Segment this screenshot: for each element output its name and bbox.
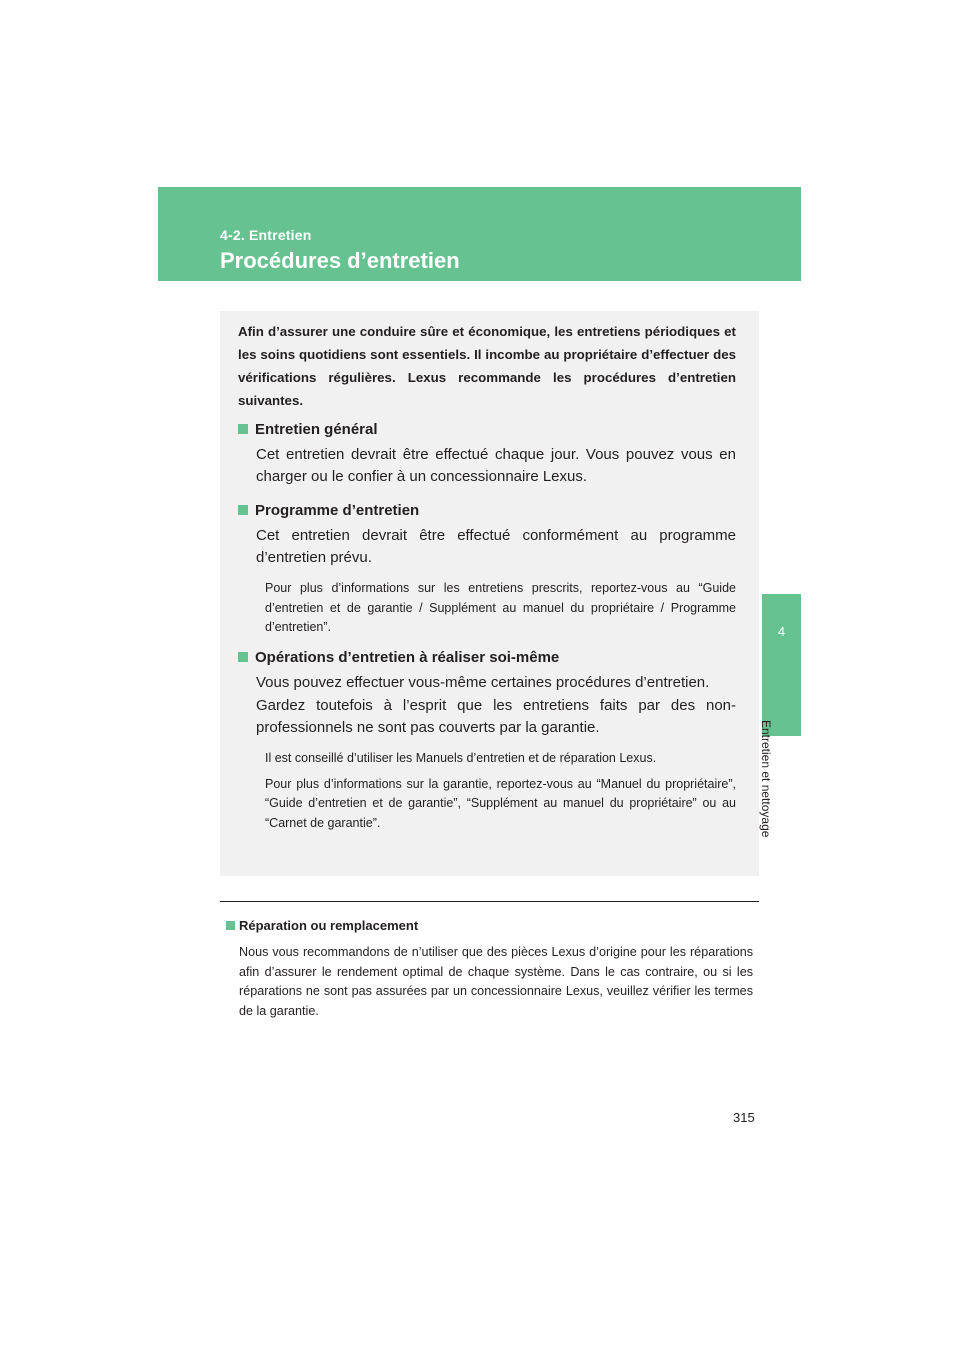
intro-text: Afin d’assurer une conduire sûre et économique, les entretiens périodiques et les soins quotidiens sont essentiels. Il incombe au propriétaire d’effectuer des vérifications régulières. Lexus recommande les procédures d’entretien suivantes. (238, 324, 736, 408)
section-heading (238, 648, 738, 668)
section-schedule (238, 501, 738, 638)
section-heading (238, 420, 738, 440)
square-bullet-icon (238, 505, 248, 515)
section-note: Pour plus d’informations sur les entretiens prescrits, reportez-vous au “Guide d’entretien et de garantie / Supplément au manuel du propriétaire / Programme d’entretien”. (265, 581, 736, 634)
section-heading (238, 501, 738, 521)
section-note-2: Pour plus d’informations sur la garantie, reportez-vous au “Manuel du propriétaire”, “Guide d’entretien et de garantie”, “Supplément au manuel du propriétaire” ou au “Carnet de garantie”. (265, 776, 736, 830)
summary-box (220, 311, 759, 876)
repair-body: Nous vous recommandons de n’utiliser que des pièces Lexus d’origine pour les réparations afin d’assurer le rendement optimal de chaque système. Dans le cas contraire, ou si les réparations ne sont pas assurées par un concessionnaire Lexus, veuillez vérifier les termes de la garantie. (239, 945, 753, 1018)
section-body-2: Gardez toutefois à l’esprit que les entretiens faits par des non-professionnels ne sont pas couverts par la garantie. (256, 697, 736, 736)
square-bullet-icon (226, 921, 235, 930)
repair-heading-text: Réparation ou remplacement (239, 918, 419, 933)
section-note: Il est conseillé d’utiliser les Manuels d’entretien et de réparation Lexus. (265, 751, 657, 765)
repair-heading (226, 918, 418, 933)
chapter-tab (762, 594, 801, 736)
section-body: Cet entretien devrait être effectué conformément au programme d’entretien prévu. (256, 527, 736, 566)
square-bullet-icon (238, 424, 248, 434)
chapter-side-label (759, 720, 787, 880)
section-body: Vous pouvez effectuer vous-même certaines procédures d’entretien. (256, 674, 710, 691)
section-heading-text: Opérations d’entretien à réaliser soi-même (255, 649, 560, 666)
section-body: Cet entretien devrait être effectué chaque jour. Vous pouvez vous en charger ou le confier à un concessionnaire Lexus. (256, 446, 736, 485)
square-bullet-icon (238, 652, 248, 662)
chapter-side-label-text: Entretien et nettoyage (759, 720, 773, 838)
divider (220, 901, 759, 902)
page-number: 315 (733, 1110, 755, 1125)
chapter-header (158, 187, 801, 281)
section-heading-text: Entretien général (255, 421, 378, 438)
section-heading-text: Programme d’entretien (255, 502, 420, 519)
page-title: Procédures d’entretien (220, 248, 460, 273)
section-general (238, 420, 738, 488)
section-label: 4-2. Entretien (220, 227, 312, 243)
chapter-number: 4 (777, 624, 786, 639)
section-diy (238, 648, 738, 833)
